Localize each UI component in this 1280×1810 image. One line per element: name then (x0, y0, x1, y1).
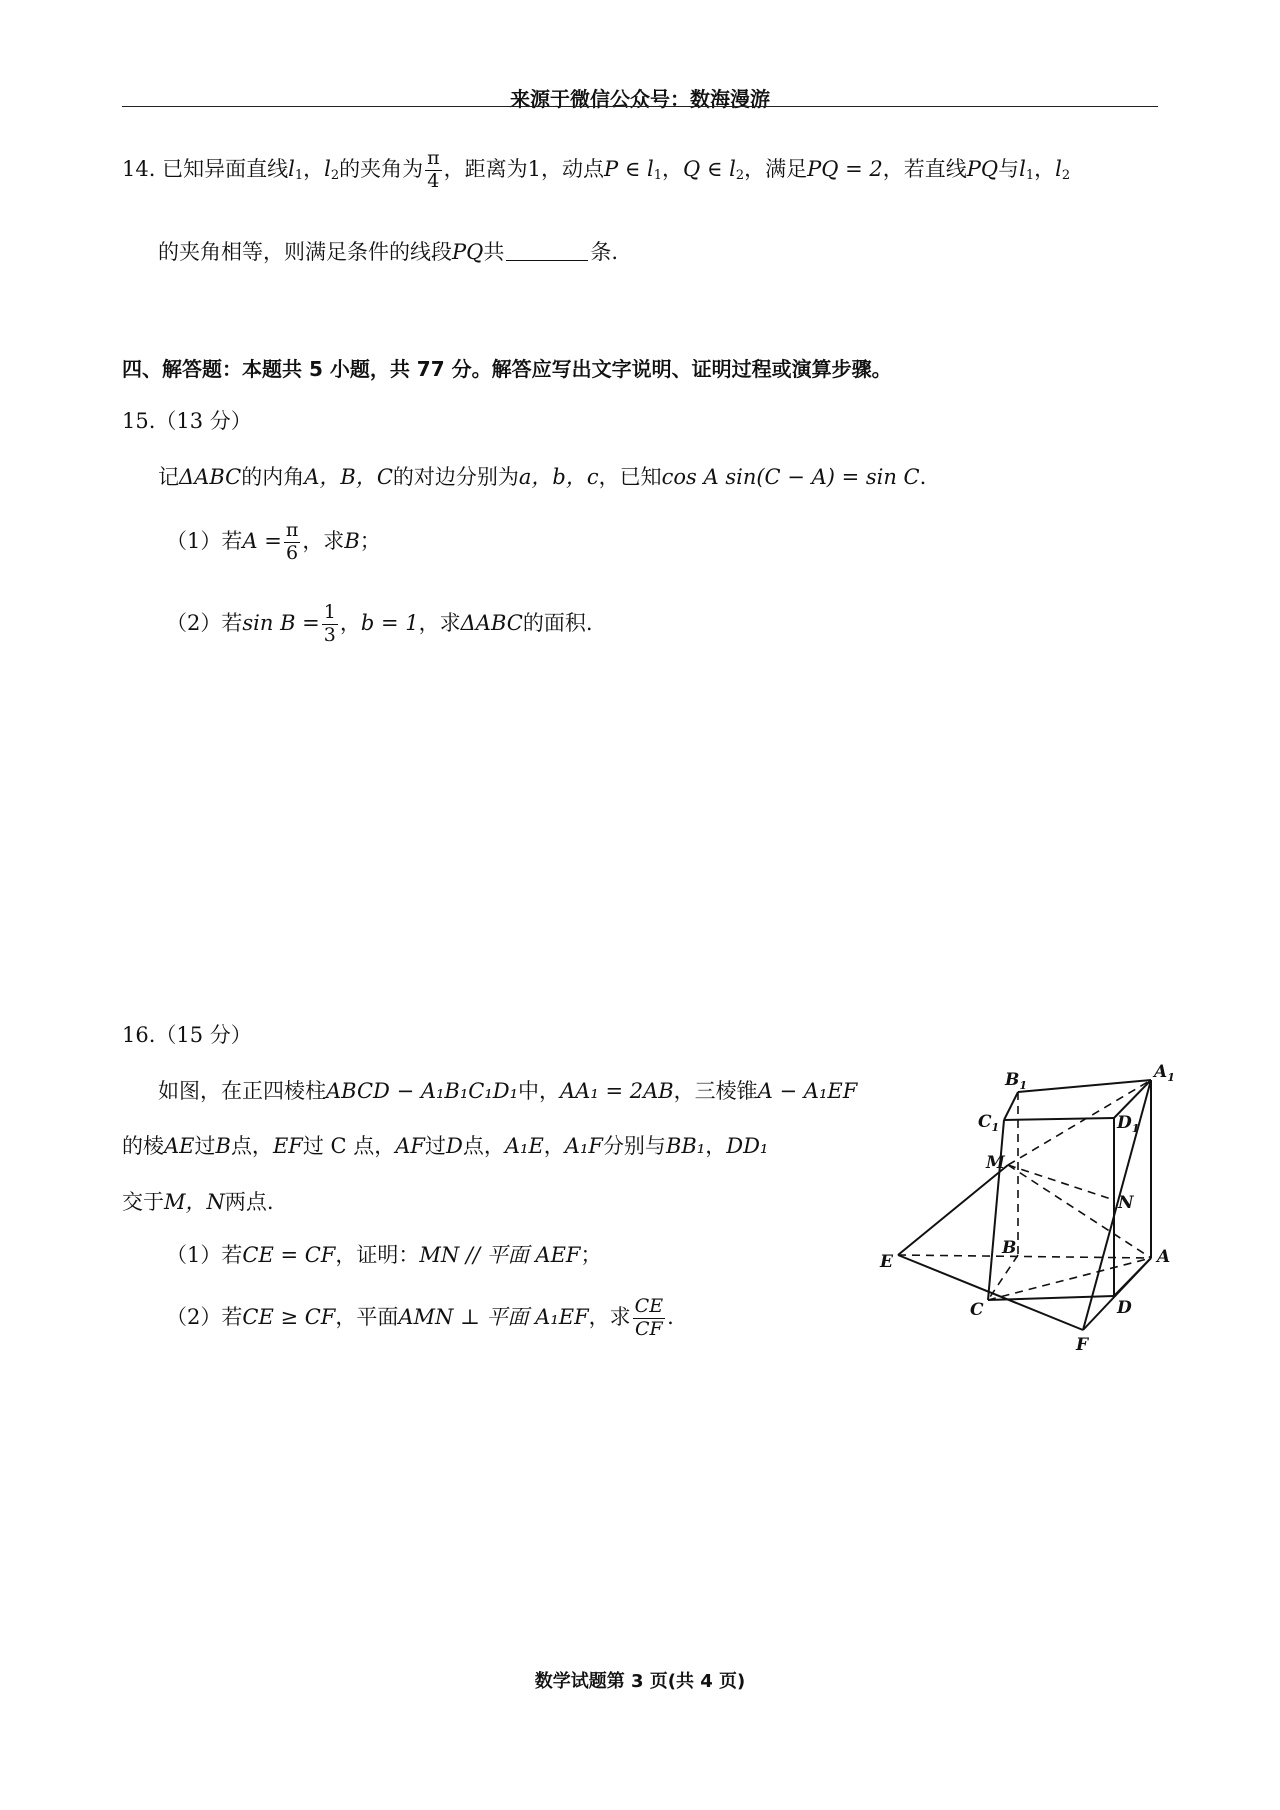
label-f: F (1076, 1335, 1089, 1355)
q16-part2: （2）若CE ≥ CF，平面AMN ⊥ 平面 A₁EF，求 $\frac{CE}{CF}$ . (166, 1295, 674, 1340)
q16-line2: 的棱AE过B点，EF过 C 点，AF过D点，A₁E，A₁F分别与BB₁，DD₁ (122, 1134, 769, 1158)
q16-line1: 如图，在正四棱柱ABCD − A₁B₁C₁D₁中，AA₁ = 2AB，三棱锥A − A₁EF (158, 1079, 858, 1103)
section-title: 四、解答题：本题共 5 小题，共 77 分。解答应写出文字说明、证明过程或演算步骤。 (122, 357, 892, 381)
q14-line1: 14. 已知异面直线$l_1$，$l_2$的夹角为 $\frac{\pi}{4}$ ，距离为1，动点P ∈ $l_1$，Q ∈ $l_2$，满足PQ = 2，若直线PQ与$l_1$，$l_2$ (122, 147, 1071, 192)
edge-mn (1008, 1165, 1114, 1200)
q16-part1: （1）若CE = CF，证明：MN // 平面 AEF； (166, 1243, 602, 1267)
label-n: N (1118, 1193, 1134, 1213)
edge-ca (988, 1258, 1151, 1300)
label-c1: $C_1$ (978, 1112, 1000, 1134)
q14-fraction: $\frac{\pi}{4}$ (427, 147, 440, 192)
edge-c1d1 (1004, 1118, 1114, 1120)
q15-number: 15.（13 分） (122, 409, 252, 433)
label-b: B (1002, 1238, 1017, 1258)
q15-part1: （1）若A = $\frac{\pi}{6}$ ，求B； (166, 519, 381, 564)
edge-c1c (988, 1120, 1004, 1300)
label-e: E (880, 1252, 893, 1272)
edge-b1a1 (1018, 1080, 1151, 1092)
q16-number: 16.（15 分） (122, 1023, 252, 1047)
label-m: M (986, 1153, 1005, 1173)
label-c: C (970, 1300, 984, 1320)
edge-b1c1 (1004, 1092, 1018, 1120)
label-d1: $D_1$ (1117, 1113, 1140, 1135)
label-b1: $B_1$ (1005, 1070, 1028, 1092)
label-a1: $A_1$ (1154, 1062, 1175, 1084)
q16-line3: 交于M，N两点. (122, 1190, 274, 1214)
edge-em (898, 1165, 1008, 1255)
page-footer: 数学试题第 3 页(共 4 页) (534, 1671, 746, 1692)
q14-number: 14. (122, 156, 156, 181)
q15-stem: 记ΔABC的内角A，B，C的对边分别为a，b，c，已知cos A sin(C − A) = sin C. (158, 465, 927, 489)
header-rule (122, 106, 1158, 107)
answer-blank[interactable] (506, 259, 588, 261)
edge-bc (988, 1255, 1018, 1300)
label-d: D (1117, 1298, 1132, 1318)
q14-line2: 的夹角相等，则满足条件的线段PQ共 条. (158, 240, 619, 264)
label-a: A (1157, 1247, 1171, 1267)
prism-figure (870, 1050, 1180, 1365)
q15-part2: （2）若sin B = $\frac{1}{3}$ ，b = 1，求ΔABC的面积. (166, 601, 593, 646)
page-header: 来源于微信公众号：数海漫游 (510, 87, 770, 111)
